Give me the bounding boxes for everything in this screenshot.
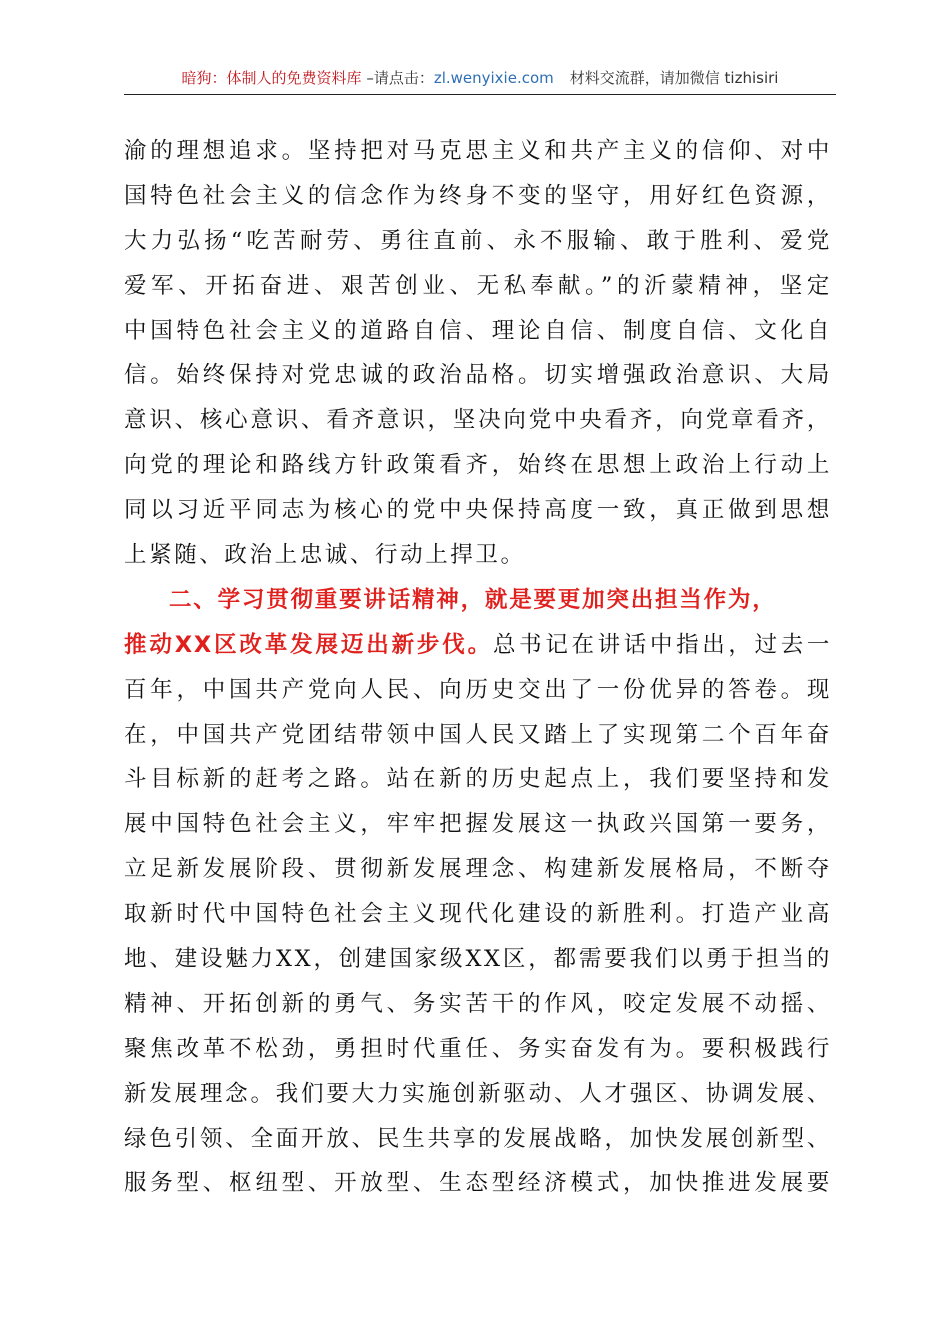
paragraph-line: 服务型、枢纽型、开放型、生态型经济模式，加快推进发展要 — [124, 1170, 832, 1197]
paragraph-line: 立足新发展阶段、贯彻新发展理念、构建新发展格局，不断夺 — [124, 856, 832, 883]
section-heading-end: 推动XX区改革发展迈出新步伐。 — [124, 631, 493, 658]
paragraph-line: 信。始终保持对党忠诚的政治品格。切实增强政治意识、大局 — [124, 362, 832, 389]
paragraph-text: 总书记在讲话中指出，过去一 — [493, 631, 832, 658]
paragraph-line: 聚焦改革不松劲，勇担时代重任、务实奋发有为。要积极践行 — [124, 1035, 832, 1062]
section-heading: 二、学习贯彻重要讲话精神，就是要更加突出担当作为， — [169, 586, 777, 613]
paragraph-line: 向党的理论和路线方针政策看齐，始终在思想上政治上行动上 — [124, 452, 832, 479]
paragraph-line: 渝的理想追求。坚持把对马克思主义和共产主义的信仰、对中 — [124, 138, 832, 164]
paragraph-line: 取新时代中国特色社会主义现代化建设的新胜利。打造产业高 — [124, 901, 832, 928]
paragraph-line: 中国特色社会主义的道路自信、理论自信、制度自信、文化自 — [124, 317, 832, 344]
header-site-name: 暗狗：体制人的免费资料库 — [181, 69, 362, 87]
paragraph-line: 在，中国共产党团结带领中国人民又踏上了实现第二个百年奋 — [124, 721, 832, 748]
paragraph-line: 同以习近平同志为核心的党中央保持高度一致，真正做到思想 — [124, 497, 832, 524]
header-url-link[interactable]: zl.wenyixie.com — [433, 69, 554, 87]
heading-continuation-line — [124, 623, 832, 668]
paragraph-line: 绿色引领、全面开放、民生共享的发展战略，加快发展创新型、 — [124, 1125, 832, 1152]
header-click-prompt: –请点击： — [361, 69, 434, 87]
paragraph-line: 展中国特色社会主义，牢牢把握发展这一执政兴国第一要务， — [124, 811, 832, 838]
paragraph-line: 百年，中国共产党向人民、向历史交出了一份优异的答卷。现 — [124, 676, 832, 703]
paragraph-line: 爱军、开拓奋进、艰苦创业、无私奉献。”的沂蒙精神，坚定 — [124, 272, 832, 299]
paragraph-line: 斗目标新的赶考之路。站在新的历史起点上，我们要坚持和发 — [124, 766, 832, 793]
header-wechat-note: 材料交流群，请加微信 tizhisiri — [569, 69, 779, 87]
paragraph-line: 精神、开拓创新的勇气、务实苦干的作风，咬定发展不动摇、 — [124, 990, 832, 1017]
paragraph-line: 意识、核心意识、看齐意识，坚决向党中央看齐，向党章看齐， — [124, 407, 832, 434]
page-header — [124, 66, 836, 95]
document-body — [124, 129, 832, 1206]
paragraph-line: 大力弘扬“吃苦耐劳、勇往直前、永不服输、敢于胜利、爱党 — [124, 227, 832, 254]
paragraph-line: 国特色社会主义的信念作为终身不变的坚守，用好红色资源， — [124, 182, 832, 209]
paragraph-line: 地、建设魅力XX，创建国家级XX区，都需要我们以勇于担当的 — [124, 946, 832, 973]
paragraph-line: 上紧随、政治上忠诚、行动上捍卫。 — [124, 542, 526, 569]
paragraph-line: 新发展理念。我们要大力实施创新驱动、人才强区、协调发展、 — [124, 1080, 832, 1107]
